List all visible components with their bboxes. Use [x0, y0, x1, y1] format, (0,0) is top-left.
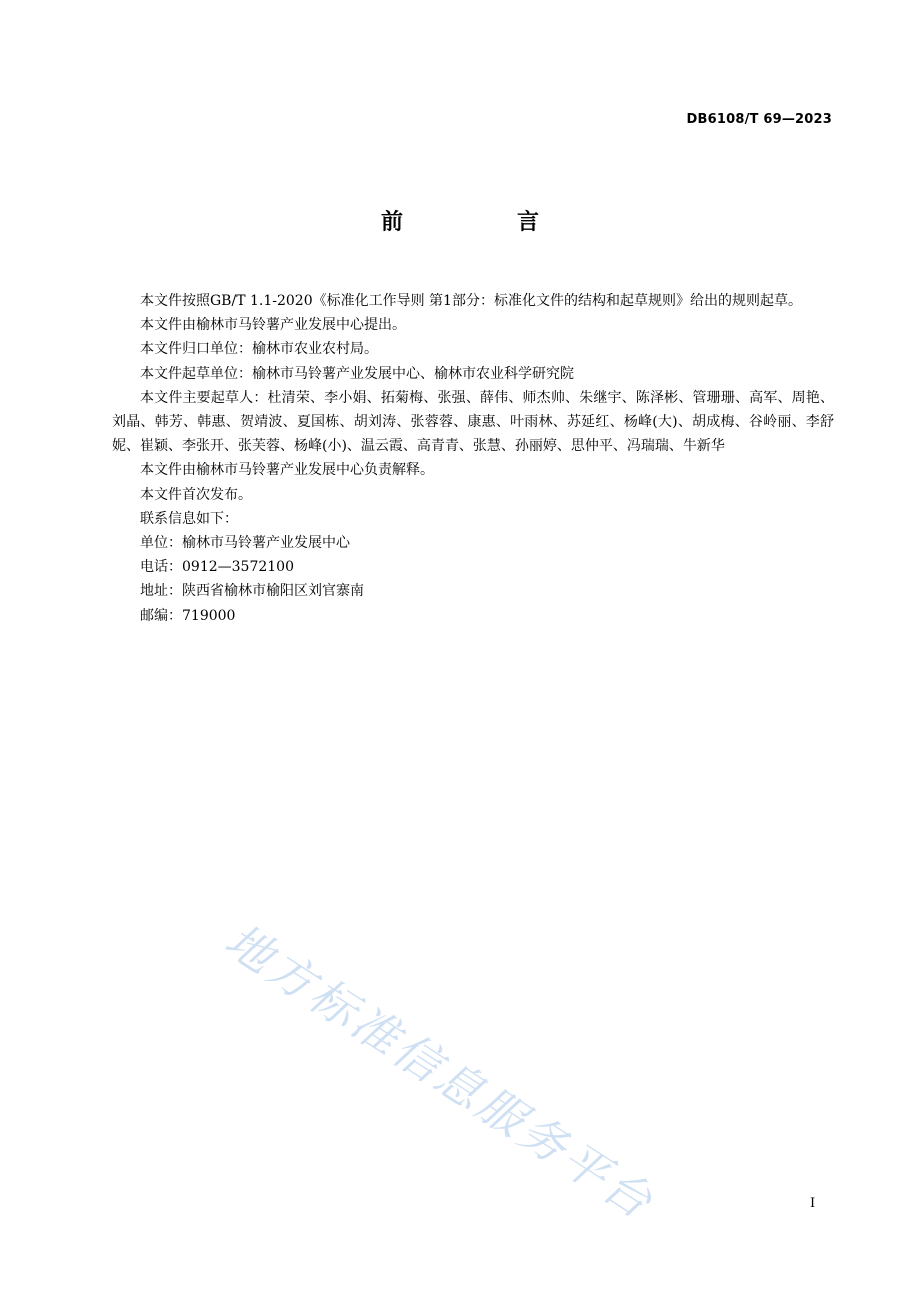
paragraph-contact-postcode: 邮编：719000	[140, 607, 236, 624]
document-body	[112, 289, 834, 628]
paragraph-contact-phone: 电话：0912—3572100	[140, 559, 294, 576]
paragraph-contact-address: 地址：陕西省榆林市榆阳区刘官寨南	[140, 583, 364, 600]
page-number: I	[810, 1196, 816, 1211]
paragraph-responsible-unit: 本文件归口单位：榆林市农业农村局。	[140, 341, 378, 358]
paragraph-drafting-rules: 本文件按照GB/T 1.1-2020《标准化工作导则 第1部分：标准化文件的结构和起草规则》给出的规则起草。	[140, 293, 802, 309]
paragraph-contact-unit: 单位：榆林市马铃薯产业发展中心	[140, 535, 350, 552]
paragraph-drafters: 本文件主要起草人：杜清荣、李小娟、拓菊梅、张强、薛伟、师杰帅、朱继宇、陈泽彬、管珊珊、高军、周艳、刘晶、韩芳、韩惠、贺靖波、夏国栋、胡刘涛、张蓉蓉、康惠、叶雨林、苏延红、杨峰(大)、胡成梅、谷岭丽、李舒妮、崔颖、李张开、张芙蓉、杨峰(小)、温云霞、高青青、张慧、孙丽婷、思仲平、冯瑞瑞、牛新华	[112, 389, 834, 455]
paragraph-interpretation: 本文件由榆林市马铃薯产业发展中心负责解释。	[140, 462, 434, 479]
paragraph-drafting-units: 本文件起草单位：榆林市马铃薯产业发展中心、榆林市农业科学研究院	[140, 365, 574, 382]
document-code: DB6108/T 69—2023	[686, 112, 832, 127]
paragraph-proposer: 本文件由榆林市马铃薯产业发展中心提出。	[140, 317, 406, 334]
paragraph-first-release: 本文件首次发布。	[140, 486, 252, 503]
page-title: 前 言	[380, 210, 585, 235]
watermark: 地方标准信息服务平台	[215, 912, 665, 1231]
paragraph-contact-heading: 联系信息如下：	[140, 510, 238, 527]
